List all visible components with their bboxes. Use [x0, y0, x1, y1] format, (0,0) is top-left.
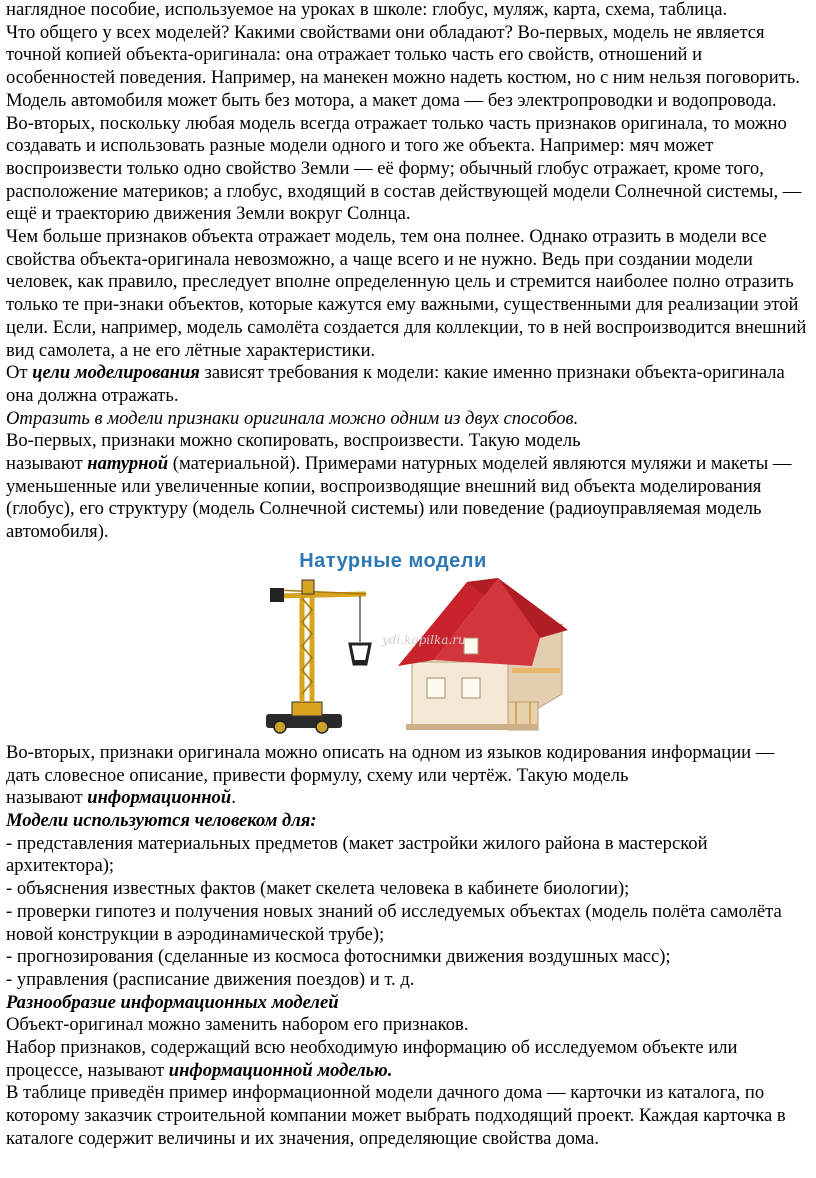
- crane-illustration: [266, 580, 370, 733]
- figure-illustration: [262, 574, 572, 734]
- document-page: [6, 0, 812, 1151]
- ways-heading: Отразить в модели признаки оригинала можно одним из двух способов.: [6, 407, 579, 429]
- uses-list-item: - прогнозирования (сделанные из космоса фотоснимки движения воздушных масс);: [6, 946, 671, 968]
- text: Набор признаков, содержащий всю необходимую информацию об исследуемом объекте или процессе, называют: [6, 1037, 738, 1081]
- natural-paragraph: [6, 453, 812, 544]
- info-paragraph: [6, 787, 812, 810]
- uses-list-item: - проверки гипотез и получения новых знаний об исследуемых объектах (модель полёта самолёта новой конструкции в аэродинамической трубе);: [6, 900, 782, 945]
- set-paragraph: [6, 1037, 812, 1082]
- paragraph: Во-вторых, поскольку любая модель всегда отражает только часть признаков оригинала, то можно создавать и использовать разные модели одного и того же объекта. Например: мяч может воспроизвести только одно свойство Земли — её форму; обычный глобус отражает, кроме того, расположение материков; а глобус, входящий в состав действующей модели Солнечной системы, — ещё и траекторию движения Земли вокруг Солнца.: [6, 112, 802, 225]
- text: (материальной). Примерами натурных моделей являются муляжи и макеты — уменьшенные или увеличенные копии, воспроизводящие внешний вид объекта моделирования (глобус), его структуру (модель Солнечной системы) или поведение (радиоуправляемая модель автомобиля).: [6, 453, 792, 543]
- emphasis: информационной: [87, 787, 232, 809]
- paragraph: В таблице приведён пример информационной модели дачного дома — карточки из каталога, по которому заказчик строительной компании может выбрать подходящий проект. Каждая карточка в каталоге содержит величины и их значения, определяющие свойства дома.: [6, 1082, 786, 1149]
- goal-paragraph: [6, 362, 812, 407]
- text: зависят требования к модели: какие именно признаки объекта-оригинала она должна отражать.: [6, 362, 785, 406]
- uses-list-item: - управления (расписание движения поездов) и т. д.: [6, 968, 415, 990]
- emphasis: натурной: [87, 453, 169, 475]
- paragraph: Во-вторых, признаки оригинала можно описать на одном из языков кодирования информации — дать словесное описание, привести формулу, схему или чертёж. Такую модель: [6, 741, 775, 786]
- natural-models-figure: [6, 544, 812, 742]
- uses-heading: Модели используются человеком для:: [6, 809, 317, 831]
- variety-heading: Разнообразие информационных моделей: [6, 991, 339, 1013]
- paragraph: наглядное пособие, используемое на уроках в школе: глобус, муляж, карта, схема, таблица.: [6, 0, 728, 20]
- paragraph: Чем больше признаков объекта отражает модель, тем она полнее. Однако отразить в модели все свойства объекта-оригинала невозможно, а чаще всего и не нужно. Ведь при создании модели человек, как правило, преследует вполне определенную цель и стремится наиболее полно отразить только те при-знаки объектов, которые кажутся ему важными, существенными для реализации этой цели. Если, например, модель самолёта создается для коллекции, то в ней воспроизводится внешний вид самолета, а не его лётные характеристики.: [6, 226, 807, 361]
- text: От: [6, 362, 33, 384]
- paragraph: Во-первых, признаки можно скопировать, воспроизвести. Такую модель: [6, 430, 581, 452]
- house-illustration: [398, 578, 568, 730]
- watermark: ydi.kopilka.ru: [382, 632, 466, 647]
- emphasis: информационной моделью.: [168, 1059, 393, 1081]
- paragraph: Что общего у всех моделей? Какими свойствами они обладают? Во-первых, модель не является точной копией объекта-оригинала: она отражает только часть его свойств, отношений и особенностей поведения. Например, на манекен можно надеть костюм, но с ним нельзя поговорить. Модель автомобиля может быть без мотора, а макет дома — без электропроводки и водопровода.: [6, 21, 800, 111]
- paragraph: Объект-оригинал можно заменить набором его признаков.: [6, 1014, 469, 1036]
- text: называют: [6, 453, 88, 475]
- emphasis: цели моделирования: [32, 362, 200, 384]
- uses-list-item: - объяснения известных фактов (макет скелета человека в кабинете биологии);: [6, 878, 630, 900]
- uses-list-item: - представления материальных предметов (макет застройки жилого района в мастерской архитектора);: [6, 832, 708, 877]
- text: .: [231, 787, 236, 809]
- figure-title: Натурные модели: [299, 549, 487, 572]
- text: называют: [6, 787, 88, 809]
